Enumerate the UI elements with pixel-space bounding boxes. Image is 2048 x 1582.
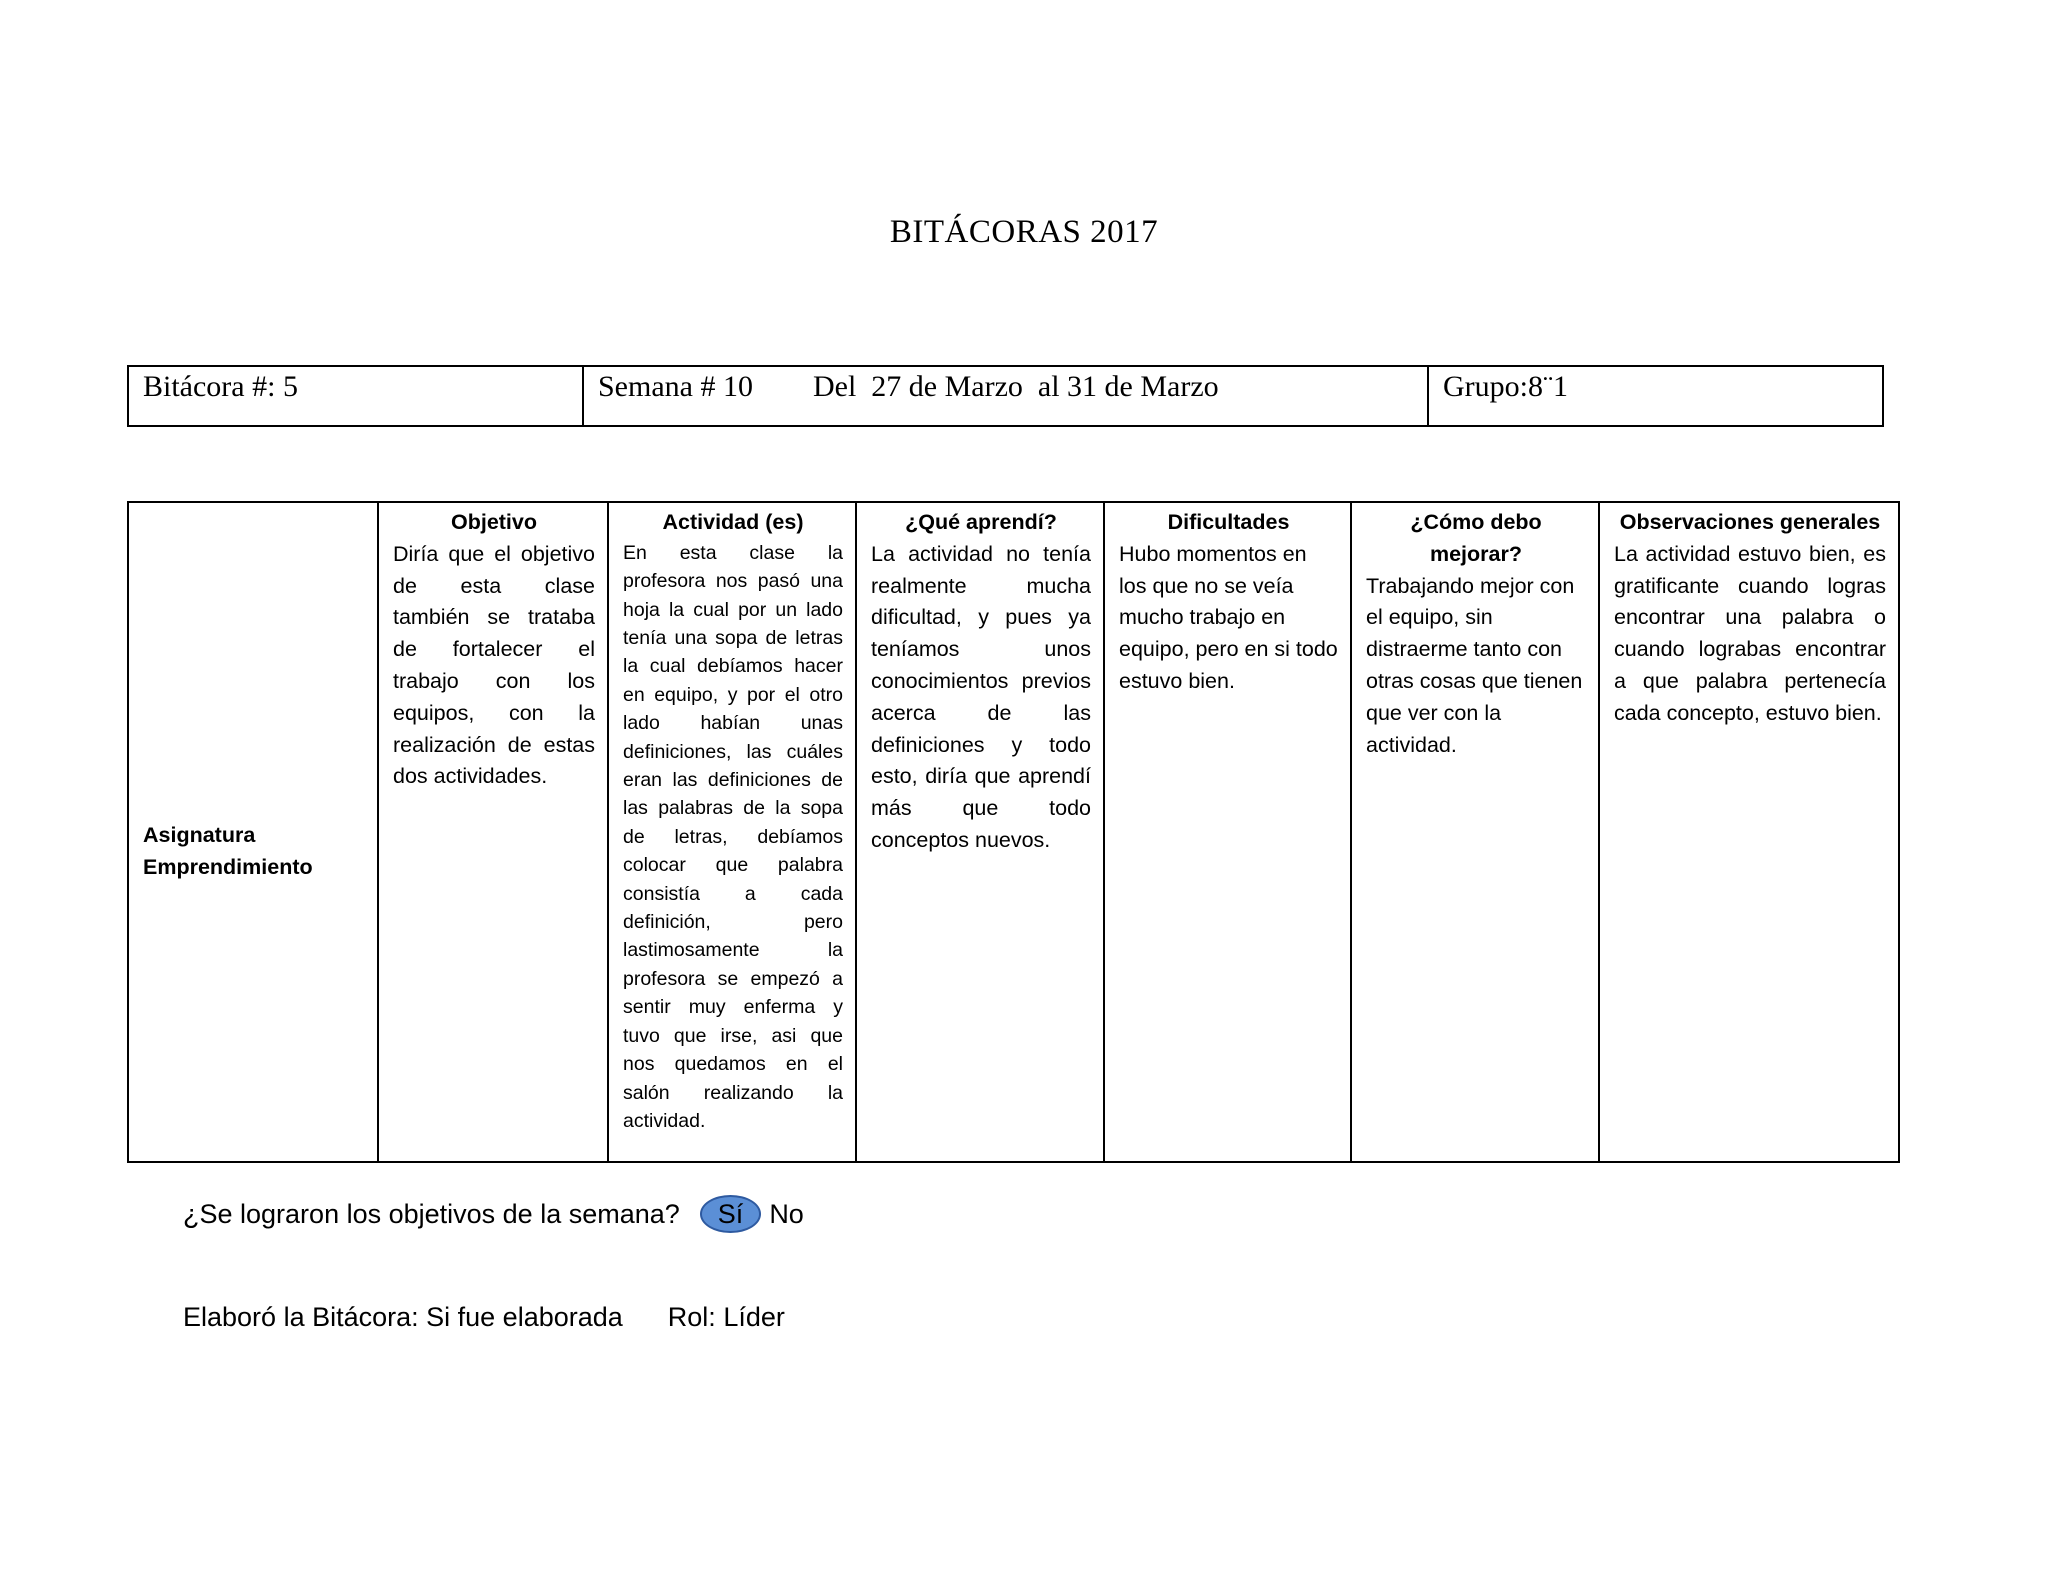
improve-cell (1351, 502, 1599, 1162)
observations-text: La actividad estuvo bien, es gratificante cuando logras encontrar una palabra o cuando lograbas encontrar a que palabra pertenecía cada concepto, estuvo bien. (1614, 541, 1886, 725)
objectives-question (183, 1195, 804, 1233)
improve-text: Trabajando mejor con el equipo, sin distraerme tanto con otras cosas que tienen que ver con la actividad. (1366, 573, 1583, 757)
role-label: Rol: Líder (667, 1302, 785, 1332)
activity-text: En esta clase la profesora nos pasó una hoja la cual por un lado tenía una sopa de letras la cual debíamos hacer en equipo, y por el otro lado habían unas definiciones, las cuáles eran las definiciones de las palabras de la sopa de letras, debíamos colocar que palabra consistía a cada definición, pero lastimosamente la profesora se empezó a sentir muy enferma y tuvo que irse, asi que nos quedamos en el salón realizando la actividad. (623, 541, 843, 1132)
learned-text: La actividad no tenía realmente mucha dificultad, y pues ya teníamos unos conocimientos previos acerca de las definiciones y todo esto, diría que aprendí más que todo conceptos nuevos. (871, 541, 1091, 852)
objective-cell (378, 502, 608, 1162)
difficulties-heading: Dificultades (1167, 510, 1290, 534)
footer-line (183, 1302, 785, 1333)
improve-heading: ¿Cómo debo mejorar? (1410, 510, 1542, 566)
subject-name: Emprendimiento (143, 855, 313, 879)
learned-heading: ¿Qué aprendí? (905, 510, 1057, 534)
difficulties-cell (1104, 502, 1351, 1162)
header-table (127, 365, 1884, 427)
bitacora-number: Bitácora #: 5 (128, 366, 583, 426)
document-title: BITÁCORAS 2017 (889, 214, 1159, 250)
objective-heading: Objetivo (450, 510, 537, 534)
no-option[interactable]: No (769, 1198, 804, 1229)
activity-heading: Actividad (es) (662, 510, 804, 534)
activity-cell (608, 502, 856, 1162)
subject-label: Asignatura (143, 823, 256, 848)
log-table (127, 501, 1900, 1163)
week-range: Semana # 10 Del 27 de Marzo al 31 de Marzo (583, 366, 1428, 426)
observations-cell (1599, 502, 1899, 1162)
header-row (128, 366, 1883, 426)
yes-option[interactable]: Sí (700, 1195, 762, 1233)
question-text: ¿Se lograron los objetivos de la semana? (183, 1198, 680, 1229)
objective-text: Diría que el objetivo de esta clase también se trataba de fortalecer el trabajo con los equipos, con la realización de estas dos actividades. (393, 541, 595, 789)
log-row (128, 502, 1899, 1162)
observations-heading: Observaciones generales (1619, 510, 1881, 534)
learned-cell (856, 502, 1104, 1162)
difficulties-text: Hubo momentos en los que no se veía mucho trabajo en equipo, pero en si todo estuvo bien. (1119, 541, 1338, 693)
group-label: Grupo:8¨1 (1428, 366, 1883, 426)
author-statement: Elaboró la Bitácora: Si fue elaborada (183, 1302, 623, 1332)
subject-cell (128, 502, 378, 1162)
